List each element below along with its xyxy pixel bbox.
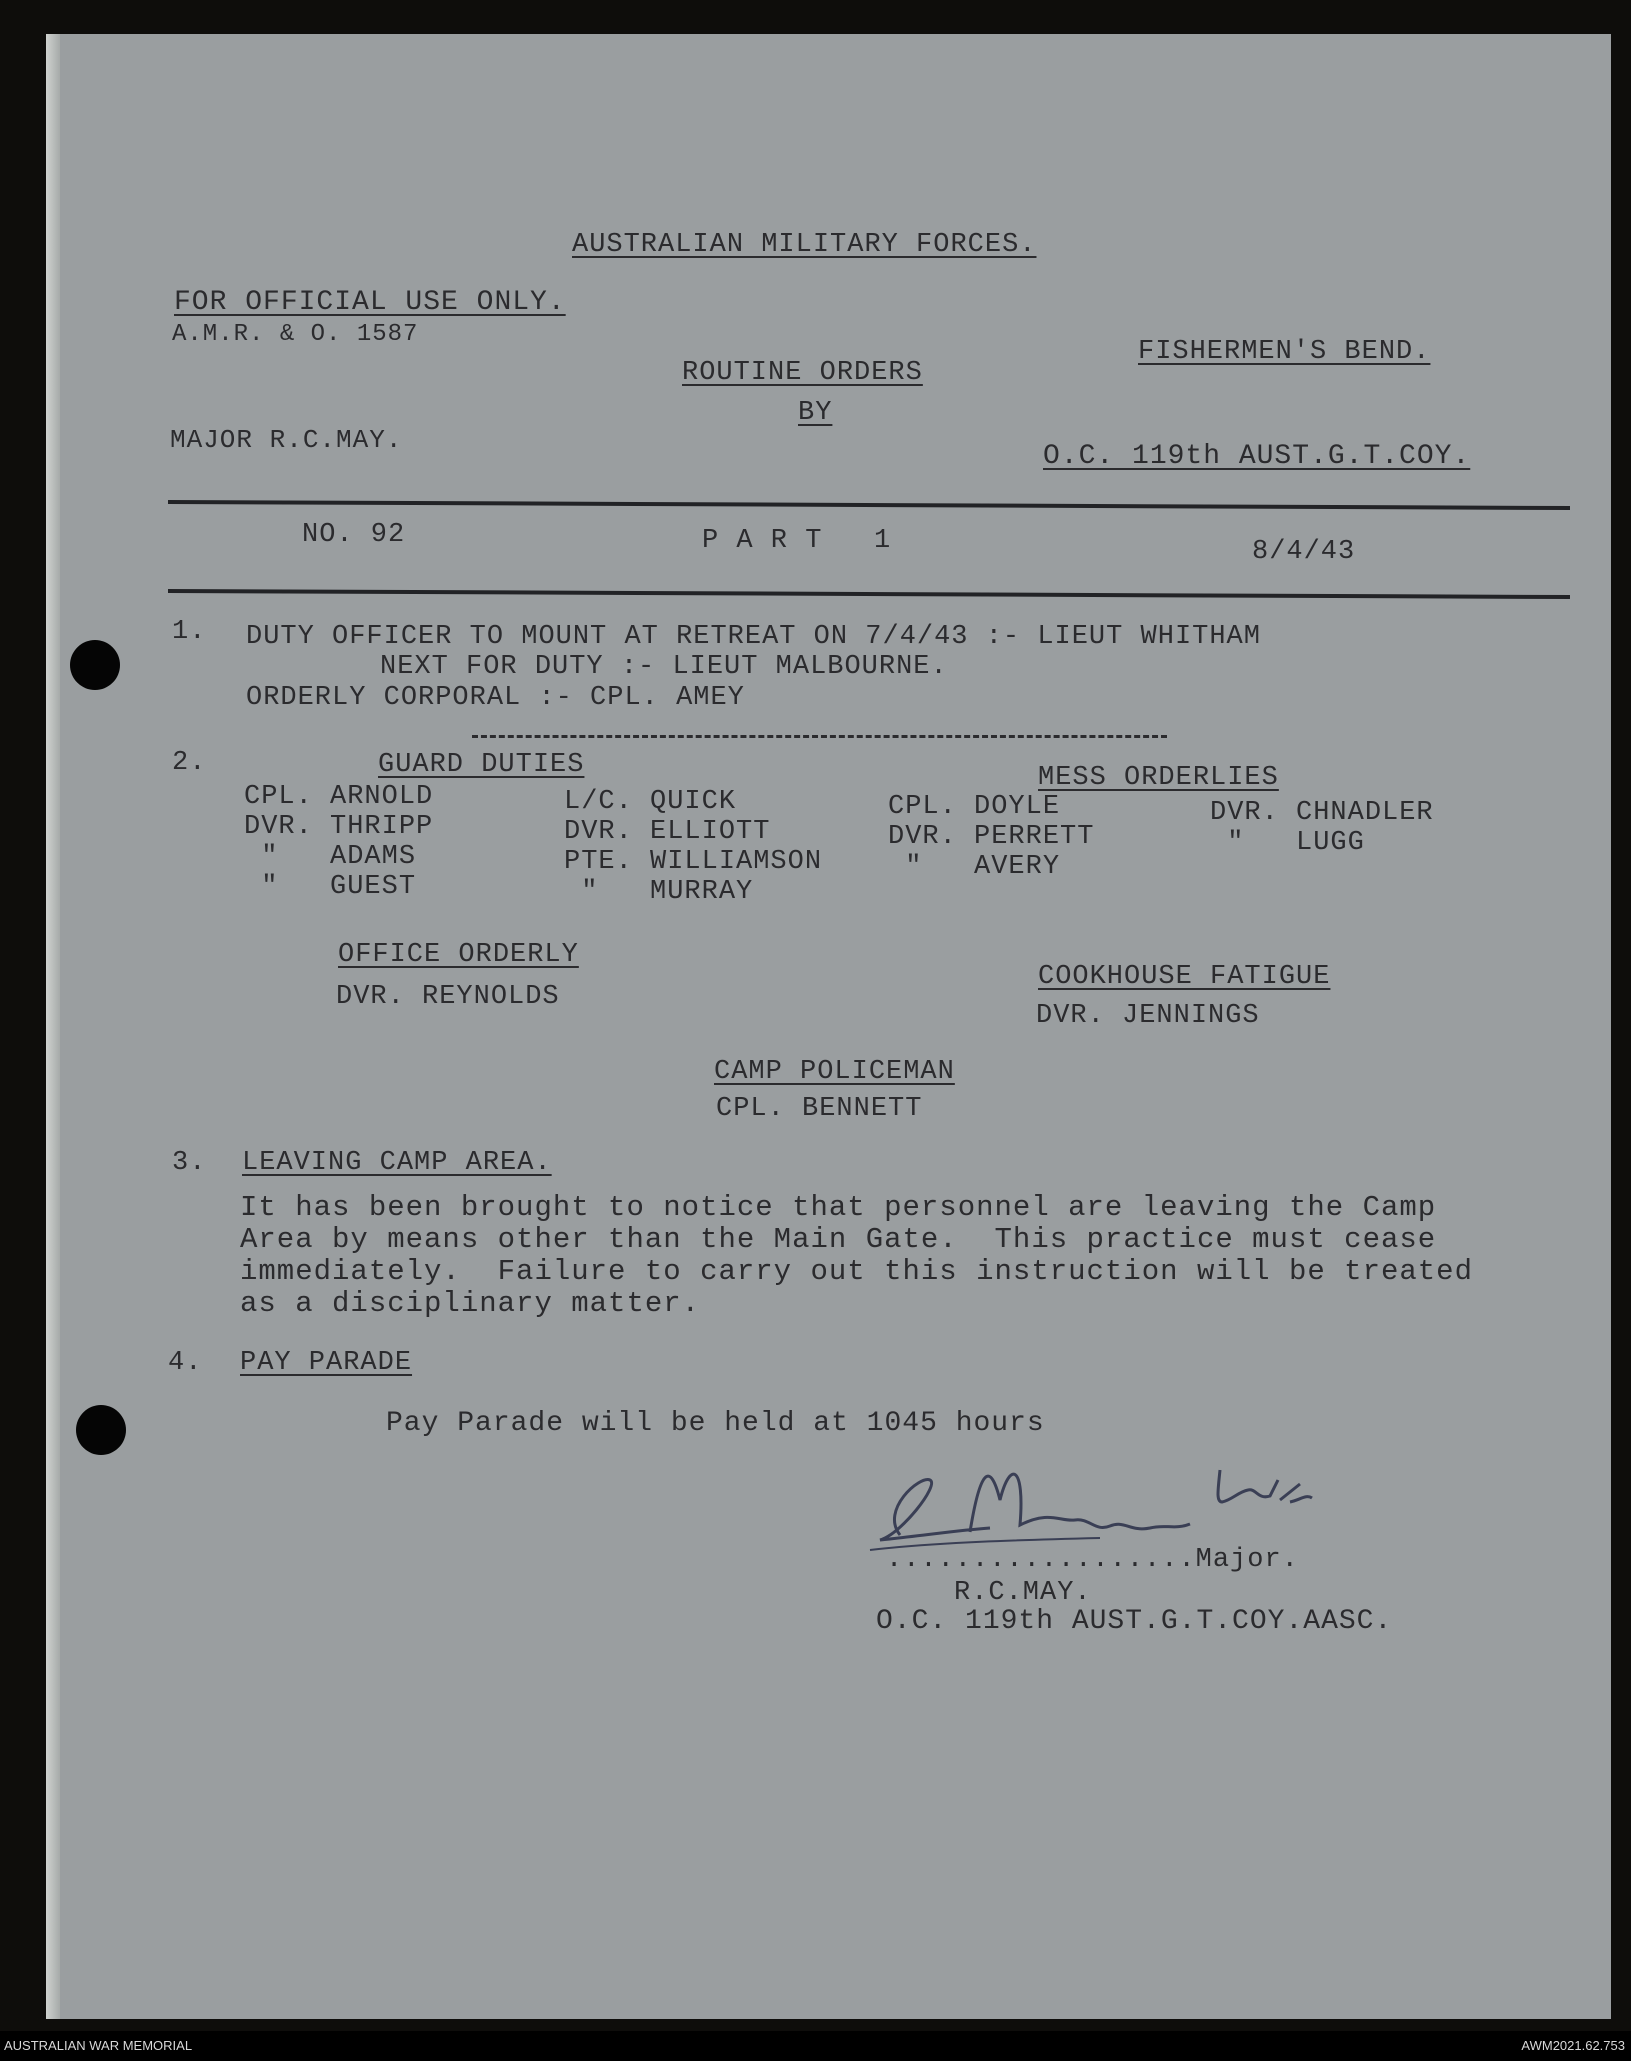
location: FISHERMEN'S BEND. — [1138, 337, 1431, 367]
order-number: NO. 92 — [302, 520, 406, 550]
item-4-number: 4. — [168, 1348, 203, 1378]
item-1-orderly-corporal: ORDERLY CORPORAL :- CPL. AMEY — [246, 683, 745, 713]
item-1-duty-officer: DUTY OFFICER TO MOUNT AT RETREAT ON 7/4/43 :- LIEUT WHITHAM — [246, 622, 1261, 652]
archive-footer — [0, 2031, 1631, 2061]
list-item: " AVERY — [888, 852, 1061, 882]
list-item: L/C. QUICK — [564, 787, 737, 817]
camp-policeman-name: CPL. BENNETT — [716, 1094, 923, 1124]
paper-edge — [46, 34, 60, 2019]
unit-name: O.C. 119th AUST.G.T.COY. — [1043, 441, 1471, 472]
office-orderly-name: DVR. REYNOLDS — [336, 982, 560, 1012]
item-3-line: It has been brought to notice that personnel are leaving the Camp — [240, 1191, 1437, 1224]
item-3-line: immediately. Failure to carry out this instruction will be treated — [240, 1255, 1473, 1288]
item-3-line: Area by means other than the Main Gate. This practice must cease — [240, 1223, 1437, 1256]
item-2-number: 2. — [172, 748, 207, 778]
list-item: CPL. ARNOLD — [244, 782, 434, 812]
list-item: " ADAMS — [244, 842, 417, 872]
list-item: PTE. WILLIAMSON — [564, 847, 823, 877]
punch-hole-top — [70, 640, 120, 690]
list-item: DVR. CHNADLER — [1210, 798, 1434, 828]
list-item: " GUEST — [244, 872, 417, 902]
item-1-number: 1. — [172, 617, 207, 647]
list-item: " MURRAY — [564, 877, 754, 907]
list-item: DVR. ELLIOTT — [564, 817, 771, 847]
office-orderly-heading: OFFICE ORDERLY — [338, 940, 579, 970]
guard-duties-heading: GUARD DUTIES — [378, 750, 585, 780]
order-date: 8/4/43 — [1252, 537, 1356, 567]
cookhouse-fatigue-name: DVR. JENNINGS — [1036, 1001, 1260, 1031]
item-3-line: as a disciplinary matter. — [240, 1287, 701, 1320]
item-3-heading: LEAVING CAMP AREA. — [242, 1148, 552, 1178]
mess-orderlies-heading: MESS ORDERLIES — [1038, 763, 1279, 793]
part-label: P A R T 1 — [702, 526, 892, 556]
item-1-separator — [472, 735, 1167, 738]
item-4-heading: PAY PARADE — [240, 1348, 413, 1378]
item-3-number: 3. — [172, 1148, 207, 1178]
camp-policeman-heading: CAMP POLICEMAN — [714, 1057, 955, 1087]
by-label: BY — [798, 398, 833, 428]
list-item: DVR. THRIPP — [244, 812, 434, 842]
list-item: CPL. DOYLE — [888, 792, 1061, 822]
pay-parade-text: Pay Parade will be held at 1045 hours — [386, 1408, 1045, 1439]
punch-hole-bottom — [76, 1405, 126, 1455]
signatory-name: R.C.MAY. — [954, 1578, 1092, 1608]
routine-orders-title: ROUTINE ORDERS — [682, 358, 923, 388]
item-1-next-duty: NEXT FOR DUTY :- LIEUT MALBOURNE. — [380, 652, 948, 682]
footer-left: AUSTRALIAN WAR MEMORIAL — [4, 2038, 193, 2053]
cookhouse-fatigue-heading: COOKHOUSE FATIGUE — [1038, 962, 1331, 992]
major-name: MAJOR R.C.MAY. — [170, 425, 403, 455]
document-heading: AUSTRALIAN MILITARY FORCES. — [572, 230, 1037, 260]
signatory-title: O.C. 119th AUST.G.T.COY.AASC. — [876, 1606, 1393, 1637]
list-item: " LUGG — [1210, 828, 1365, 858]
signature-line: ..................Major. — [886, 1545, 1299, 1575]
reference-number: A.M.R. & O. 1587 — [172, 321, 419, 348]
list-item: DVR. PERRETT — [888, 822, 1095, 852]
footer-right: AWM2021.62.753 — [1521, 2038, 1625, 2053]
official-use-line: FOR OFFICIAL USE ONLY. — [174, 287, 566, 318]
